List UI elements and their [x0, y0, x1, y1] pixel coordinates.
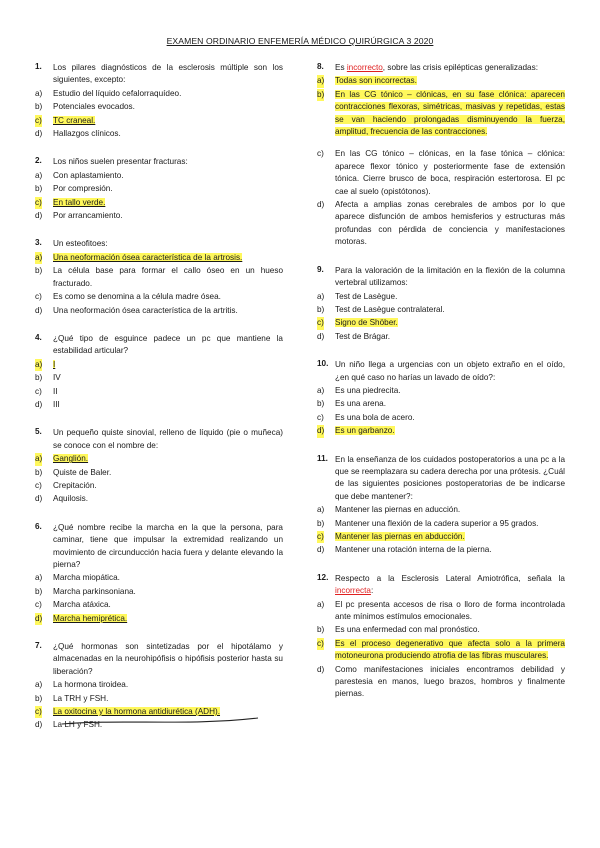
answer-option — [35, 115, 283, 127]
option-text: Marcha miopática. — [53, 573, 120, 583]
option-text: Marcha atáxica. — [53, 600, 111, 610]
option-letter: d) — [35, 720, 43, 730]
answer-option — [317, 412, 565, 424]
option-text: Por compresión. — [53, 184, 113, 194]
answer-option — [317, 291, 565, 303]
option-letter: d) — [35, 399, 43, 409]
option-text: Es como se denomina a la célula madre ósea. — [53, 292, 221, 302]
answer-option — [35, 170, 283, 182]
option-text: Ganglión. — [53, 454, 89, 464]
question-2 — [35, 156, 283, 222]
option-text: IV — [53, 373, 61, 383]
option-text: Test de Lasègue. — [335, 291, 398, 301]
option-text: En tallo verde. — [53, 197, 106, 207]
answer-option — [35, 197, 283, 209]
option-letter: d) — [317, 664, 325, 674]
incorrect-keyword: incorrecto — [346, 63, 383, 72]
option-letter: d) — [35, 494, 43, 504]
option-letter: b) — [35, 586, 43, 596]
incorrect-keyword: incorrecta — [335, 586, 371, 596]
answer-option — [317, 398, 565, 410]
option-letter: b) — [317, 304, 325, 314]
answer-option — [317, 385, 565, 397]
question-text: Los pilares diagnósticos de la esclerosis múltiple son los siguientes, excepto: — [53, 63, 283, 85]
answer-option — [35, 399, 283, 411]
question-3 — [35, 238, 283, 316]
question-text: ¿Qué tipo de esguince padece un pc que mantiene la estabilidad articular? — [53, 333, 283, 356]
option-text: En las CG tónico – clónicas, en la fase tónica – clónica: aparece flexor tónico y posteriormente fase de extensión tónica. Cierre brusco de boca, respiración estertorosa. El pc cae al suelo (opistótonos). — [335, 149, 565, 196]
option-letter: c) — [35, 197, 42, 209]
answer-option — [35, 359, 283, 371]
option-letter: a) — [317, 385, 325, 395]
option-text: La célula base para formar el callo óseo en un hueso fracturado. — [53, 266, 283, 288]
question-number: 8. — [317, 62, 324, 71]
option-text: Aquilosis. — [53, 494, 89, 504]
question-number: 10. — [317, 359, 329, 369]
answer-option — [35, 252, 283, 264]
option-letter: b) — [35, 102, 43, 112]
option-text: La oxitocina y la hormona antidiurética (ADH). — [53, 707, 221, 717]
option-text: La TRH y FSH. — [53, 693, 109, 703]
answer-option — [317, 331, 565, 343]
answer-option — [35, 599, 283, 611]
answer-option — [35, 305, 283, 317]
answer-option — [317, 425, 565, 437]
question-9 — [317, 265, 565, 343]
option-text: Es una piedrecita. — [335, 385, 401, 395]
question-number: 5. — [35, 427, 42, 437]
answer-option — [35, 586, 283, 598]
option-text: Afecta a amplias zonas cerebrales de ambos por lo que aparece disfunción de ambos hemisferios y estructuras más profundas con pérdida de conciencia y manifestaciones motoras. — [335, 200, 565, 247]
option-text: La hormona tiroidea. — [53, 680, 129, 690]
option-letter: b) — [317, 518, 325, 528]
option-letter: b) — [35, 693, 43, 703]
question-12 — [317, 573, 565, 701]
option-text: Es una bola de acero. — [335, 412, 415, 422]
answer-option — [317, 317, 565, 329]
answer-option — [35, 183, 283, 195]
option-text: Como manifestaciones iniciales encontramos debilidad y parestesia en manos, luego brazos, hombros y finalmente piernas. — [335, 664, 565, 699]
answer-option — [35, 386, 283, 398]
question-number: 1. — [35, 62, 42, 71]
question-number: 7. — [35, 641, 42, 651]
answer-option — [317, 638, 565, 663]
option-letter: b) — [35, 266, 43, 276]
question-text: Los niños suelen presentar fracturas: — [53, 157, 188, 167]
question-text: Un niño llega a urgencias con un objeto extraño en el oído, ¿en qué caso no harías un lavado de oído?: — [335, 360, 565, 382]
option-text: Quiste de Baler. — [53, 467, 112, 477]
answer-option — [317, 624, 565, 636]
option-letter: a) — [35, 252, 42, 264]
option-text: Una neoformación ósea característica de la artritis. — [53, 305, 238, 315]
option-letter: a) — [35, 573, 43, 583]
answer-option — [317, 304, 565, 316]
option-text: III — [53, 399, 60, 409]
option-letter: a) — [317, 599, 325, 609]
option-text: Hallazgos clínicos. — [53, 129, 121, 139]
answer-option — [317, 518, 565, 530]
answer-option — [35, 480, 283, 492]
option-letter: d) — [35, 211, 43, 221]
option-letter: a) — [317, 75, 324, 87]
pen-underline-mark — [60, 715, 260, 729]
option-letter: a) — [35, 680, 43, 690]
option-text: Mantener una flexión de la cadera superior a 95 grados. — [335, 518, 539, 528]
question-8 — [317, 62, 565, 249]
question-text: ¿Qué nombre recibe la marcha en la que la persona, para caminar, tiene que impulsar la extremidad realizando un movimiento de circunducción hacia fuera y delante elevando la pierna? — [53, 522, 283, 569]
right-column — [317, 62, 565, 717]
option-text: Es una arena. — [335, 399, 386, 409]
answer-option — [317, 148, 565, 198]
option-letter: c) — [317, 531, 324, 543]
answer-option — [35, 101, 283, 113]
question-5 — [35, 427, 283, 505]
option-text: Mantener las piernas en aducción. — [335, 505, 461, 515]
answer-option — [35, 128, 283, 140]
answer-option — [317, 599, 565, 624]
option-letter: c) — [317, 638, 324, 650]
answer-option — [317, 199, 565, 249]
option-letter: b) — [317, 89, 324, 101]
question-number: 6. — [35, 521, 42, 531]
option-letter: d) — [35, 129, 43, 139]
option-letter: b) — [317, 625, 325, 635]
option-letter: a) — [317, 291, 325, 301]
answer-option — [35, 291, 283, 303]
option-text: Crepitación. — [53, 480, 97, 490]
option-text: Es un garbanzo. — [335, 426, 395, 436]
answer-option — [35, 679, 283, 691]
question-text: Un esteofitoes: — [53, 239, 108, 249]
answer-option — [35, 467, 283, 479]
answer-option — [35, 693, 283, 705]
option-text: El pc presenta accesos de risa o lloro de forma incontrolada ante mínimos estímulos emocionales. — [335, 599, 565, 622]
option-letter: c) — [317, 149, 324, 159]
option-text: Test de Brágar. — [335, 331, 391, 341]
question-number: 4. — [35, 332, 42, 342]
question-number: 9. — [317, 264, 324, 274]
question-text: En la enseñanza de los cuidados postoperatorios a una pc a la que se reemplazara su cadera derecha por una prótesis. ¿Cuál de las siguientes posiciones postoperatorias de be indicarse que debe mantener?: — [335, 454, 565, 501]
option-text: En las CG tónico – clónicas, en su fase clónica: aparecen contracciones flexoras, simétricas, masivas y repetidas, estas se van haciendo prolongadas disminuyendo la fuerza, amplitud, frecuencia de las contracciones. — [335, 89, 565, 137]
option-text: Estudio del líquido cefalorraquídeo. — [53, 88, 182, 98]
option-letter: b) — [35, 373, 43, 383]
option-text: La LH y FSH. — [53, 720, 103, 730]
answer-option — [317, 504, 565, 516]
left-column — [35, 62, 283, 748]
option-letter: d) — [317, 331, 325, 341]
option-letter: c) — [35, 480, 42, 490]
option-text: Mantener las piernas en abducción. — [335, 532, 465, 541]
answer-option — [35, 572, 283, 584]
question-number: 11. — [317, 453, 328, 463]
question-1 — [35, 62, 283, 140]
answer-option — [35, 613, 283, 625]
question-text: ¿Qué hormonas son sintetizadas por el hipotálamo y almacenadas en la neurohipófisis o hipófisis posterior hasta su liberación? — [53, 642, 283, 676]
answer-option — [317, 75, 565, 87]
option-letter: d) — [317, 425, 324, 437]
question-text: Para la valoración de la limitación en la flexión de la columna vertebral utilizamos: — [335, 265, 565, 288]
option-letter: b) — [35, 467, 43, 477]
option-letter: a) — [35, 453, 42, 465]
answer-option — [35, 265, 283, 290]
answer-option — [35, 210, 283, 222]
answer-option — [317, 544, 565, 556]
option-text: I — [53, 359, 56, 369]
option-letter: b) — [317, 399, 325, 409]
option-text: Con aplastamiento. — [53, 170, 124, 180]
option-text: Signo de Shöber. — [335, 318, 398, 328]
option-text: Es una enfermedad con mal pronóstico. — [335, 625, 480, 635]
option-letter: a) — [35, 359, 42, 371]
option-text: Es el proceso degenerativo que afecta solo a la primera motoneurona produciendo atrofia de las fibras musculares. — [335, 638, 565, 661]
option-text: II — [53, 386, 58, 396]
option-text: Potenciales evocados. — [53, 102, 135, 112]
option-letter: c) — [35, 292, 42, 302]
option-letter: c) — [35, 386, 42, 396]
answer-option — [317, 89, 565, 139]
option-text: Marcha hemiprética. — [53, 613, 128, 623]
option-text: Mantener una rotación interna de la pierna. — [335, 545, 492, 555]
option-letter: b) — [35, 184, 43, 194]
option-text: Test de Lasègue contralateral. — [335, 304, 445, 314]
option-letter: d) — [35, 613, 42, 625]
question-11 — [317, 454, 565, 557]
option-letter: d) — [317, 200, 325, 210]
question-text: Es incorrecto, sobre las crisis epilépticas generalizadas: — [335, 63, 538, 72]
option-letter: c) — [317, 412, 324, 422]
option-letter: a) — [35, 170, 43, 180]
question-10 — [317, 359, 565, 437]
question-text: Un pequeño quiste sinovial, relleno de líquido (pie o muñeca) se conoce con el nombre de: — [53, 428, 283, 450]
option-letter: a) — [317, 505, 325, 515]
option-text: Marcha parkinsoniana. — [53, 586, 136, 596]
question-text: Respecto a la Esclerosis Lateral Amiotrófica, señala la incorrecta: — [335, 573, 565, 596]
option-letter: d) — [35, 305, 43, 315]
option-letter: c) — [35, 115, 42, 127]
option-text: Por arrancamiento. — [53, 211, 123, 221]
exam-title: EXAMEN ORDINARIO ENFEMERÍA MÉDICO QUIRÚRGICA 3 2020 — [166, 36, 434, 46]
option-letter: d) — [317, 545, 325, 555]
option-letter: c) — [317, 317, 324, 329]
question-number: 3. — [35, 238, 42, 248]
option-text: Todas son incorrectas. — [335, 76, 417, 86]
answer-option — [317, 664, 565, 701]
option-text: TC craneal. — [53, 115, 96, 125]
question-number: 12. — [317, 572, 329, 582]
option-letter: a) — [35, 88, 43, 98]
option-letter: c) — [35, 706, 42, 718]
question-4 — [35, 333, 283, 411]
answer-option — [35, 372, 283, 384]
question-6 — [35, 522, 283, 625]
answer-option — [35, 88, 283, 100]
option-letter: c) — [35, 600, 42, 610]
answer-option — [35, 453, 283, 465]
option-text: Una neoformación ósea característica de la artrosis. — [53, 252, 243, 262]
answer-option — [317, 531, 565, 543]
question-number: 2. — [35, 156, 42, 166]
answer-option — [35, 493, 283, 505]
